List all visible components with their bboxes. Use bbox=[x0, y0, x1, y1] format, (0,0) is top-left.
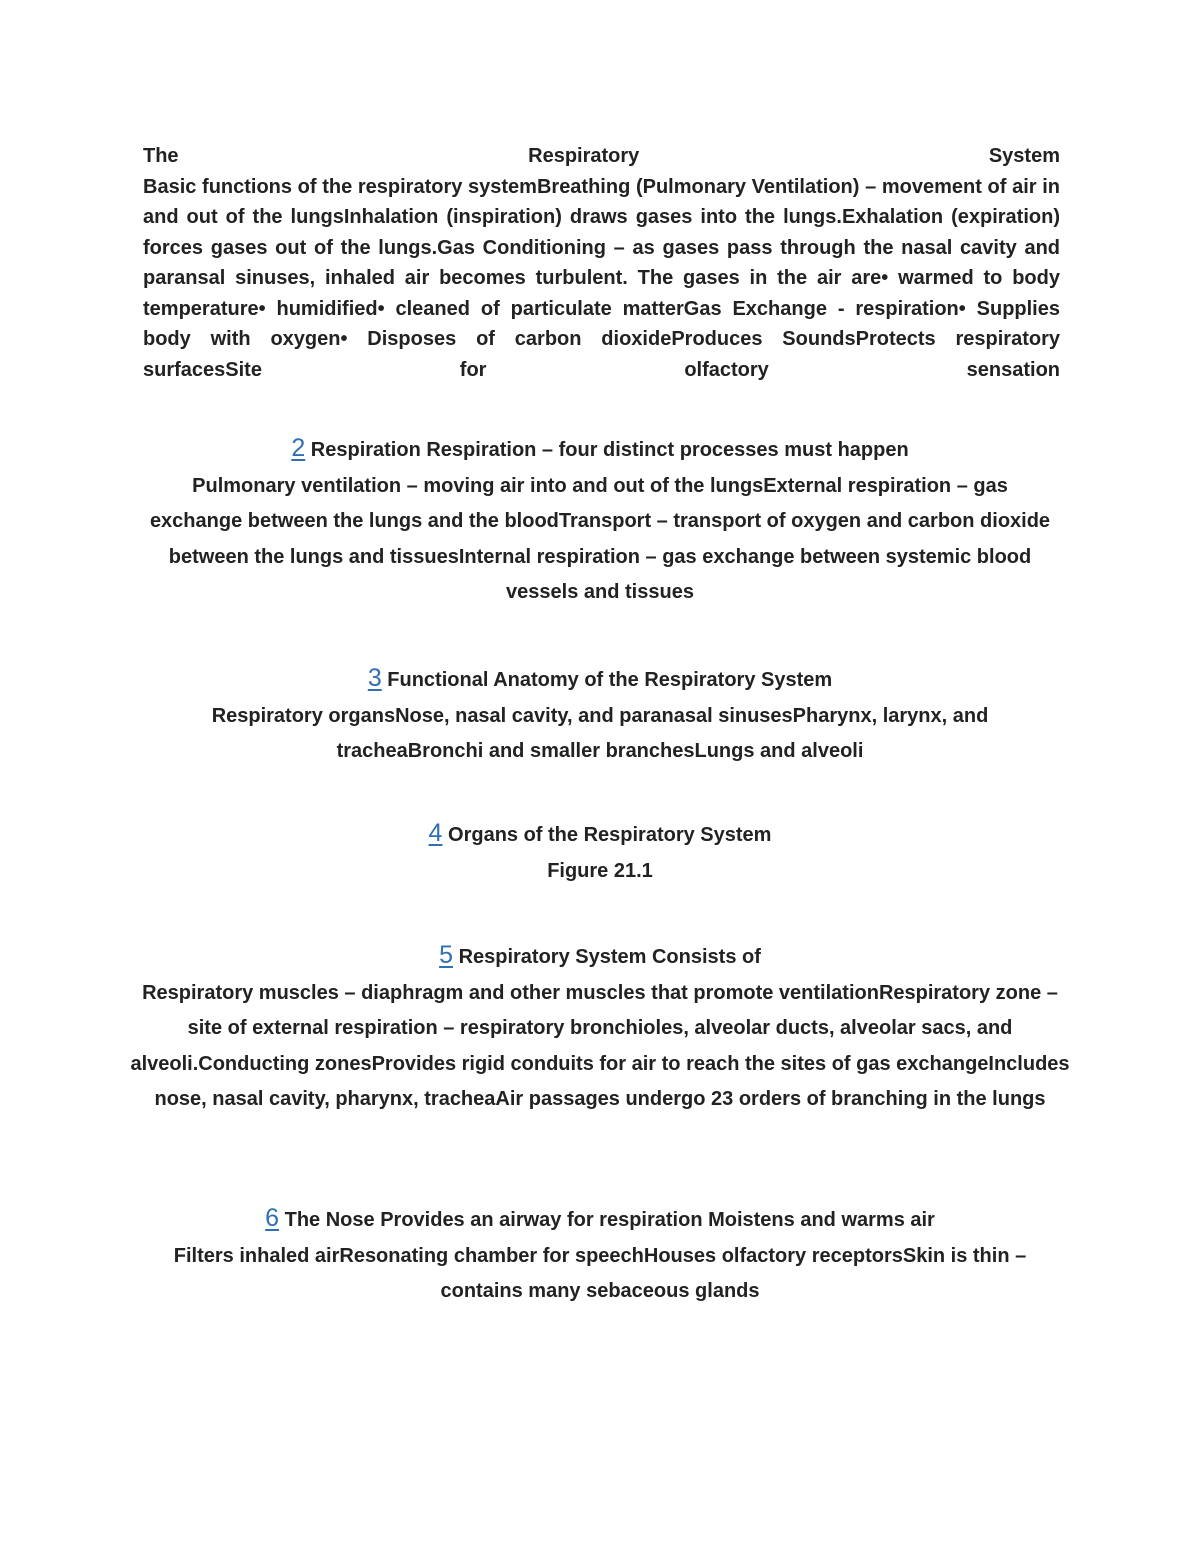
slide-body: Respiratory organsNose, nasal cavity, and paranasal sinusesPharynx, larynx, and tracheaBronchi and smaller branchesLungs and alveoli bbox=[211, 704, 989, 762]
slide-heading-row bbox=[130, 431, 1070, 469]
slide-heading: Functional Anatomy of the Respiratory System bbox=[387, 669, 833, 691]
slide-section-3 bbox=[130, 661, 1070, 770]
document-title bbox=[143, 141, 1060, 172]
intro-body: Basic functions of the respiratory systemBreathing (Pulmonary Ventilation) – movement of air in and out of the lungsInhalation (inspiration) draws gases into the lungs.Exhalation (expiration) forces gases out of the lungs.Gas Conditioning – as gases pass through the nasal cavity and paransal sinuses, inhaled air becomes turbulent. The gases in the air are• warmed to body temperature• humidified• cleaned of particulate matterGas Exchange - respiration• Supplies body with oxygen• Disposes of carbon dioxideProduces SoundsProtects respiratory surfacesSite for olfactory sensation bbox=[143, 175, 1060, 381]
slide-section-2 bbox=[130, 431, 1070, 611]
title-word: System bbox=[988, 145, 1060, 167]
slide-number-link[interactable]: 6 bbox=[265, 1204, 280, 1232]
slide-section-5 bbox=[130, 938, 1070, 1118]
slide-heading: Respiration Respiration – four distinct processes must happen bbox=[310, 439, 909, 461]
intro-section bbox=[143, 141, 1060, 385]
title-word: The bbox=[143, 145, 179, 167]
slide-body: Respiratory muscles – diaphragm and other muscles that promote ventilationRespiratory zone – site of external respiration – respiratory bronchioles, alveolar ducts, alveolar sacs, and alveoli.Conducting zonesProvides rigid conduits for air to reach the sites of gas exchangeIncludes nose, nasal cavity, pharynx, tracheaAir passages undergo 23 orders of branching in the lungs bbox=[130, 981, 1070, 1110]
slide-section-4 bbox=[130, 816, 1070, 889]
slide-section-6 bbox=[130, 1201, 1070, 1310]
slide-heading: Organs of the Respiratory System bbox=[448, 824, 772, 846]
slide-heading: Respiratory System Consists of bbox=[458, 946, 761, 968]
slide-heading-row bbox=[130, 816, 1070, 854]
slide-number-link[interactable]: 5 bbox=[439, 941, 453, 969]
slide-number-link[interactable]: 3 bbox=[367, 664, 382, 692]
slide-number-link[interactable]: 2 bbox=[291, 434, 306, 462]
title-word: Respiratory bbox=[528, 145, 640, 167]
slide-heading: The Nose Provides an airway for respiration Moistens and warms air bbox=[284, 1209, 935, 1231]
slide-number-link[interactable]: 4 bbox=[428, 819, 443, 847]
slide-body: Pulmonary ventilation – moving air into and out of the lungsExternal respiration – gas exchange between the lungs and the bloodTransport – transport of oxygen and carbon dioxide between the lungs and tissuesInternal respiration – gas exchange between systemic blood vessels and tissues bbox=[149, 474, 1051, 603]
slide-body: Filters inhaled airResonating chamber for speechHouses olfactory receptorsSkin is thin – contains many sebaceous glands bbox=[173, 1244, 1027, 1302]
slide-heading-row bbox=[130, 938, 1070, 976]
slide-heading-row bbox=[130, 1201, 1070, 1239]
slide-body: Figure 21.1 bbox=[547, 859, 653, 882]
slide-heading-row bbox=[130, 661, 1070, 699]
